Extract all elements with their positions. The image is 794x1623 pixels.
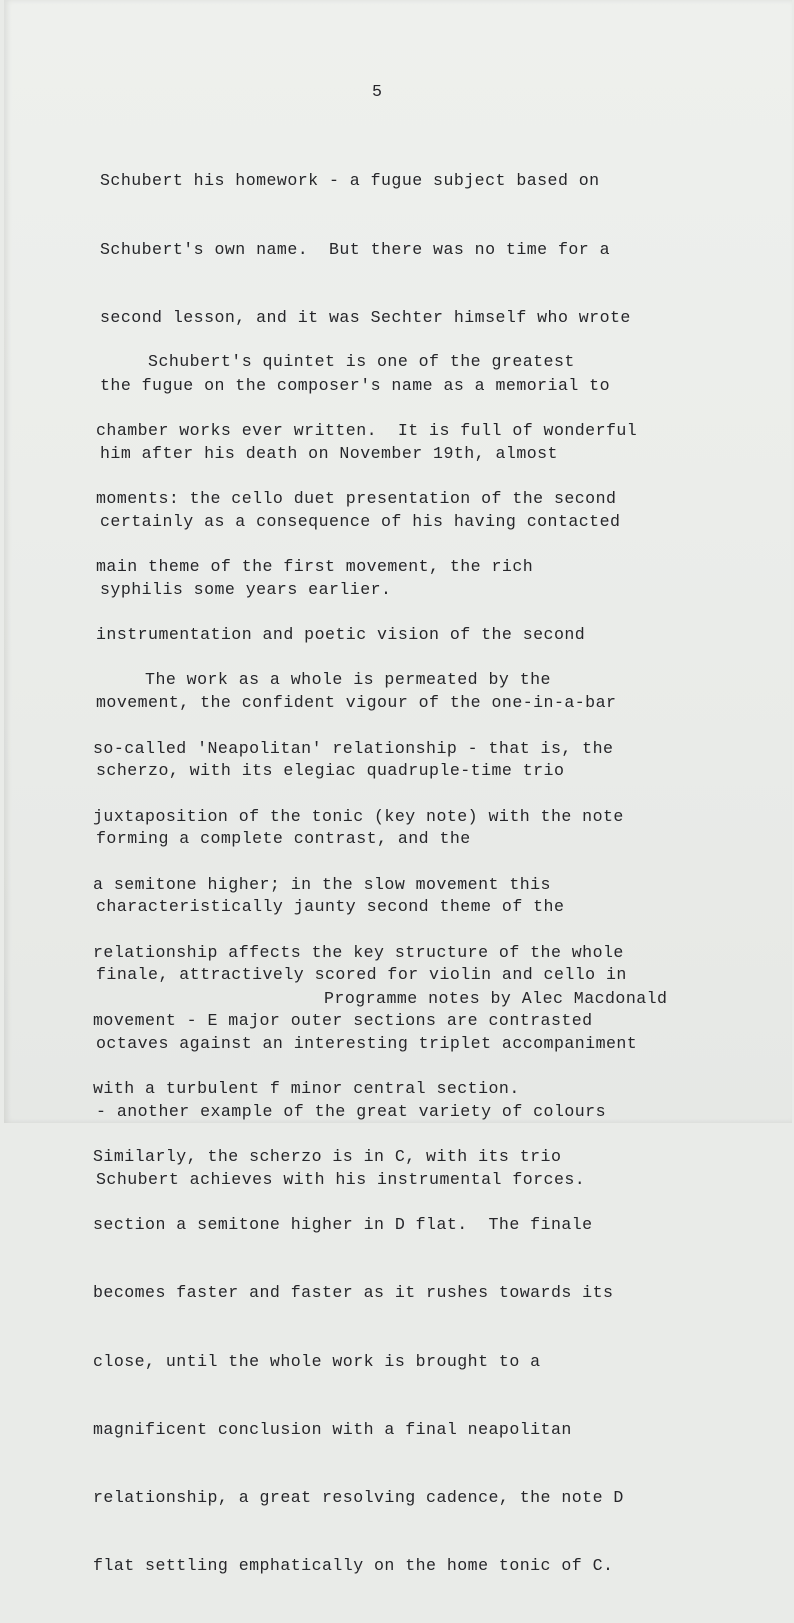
- page-number: 5: [372, 82, 383, 101]
- paragraph: [93, 624, 624, 1623]
- text-line: The work as a whole is permeated by the: [93, 670, 551, 690]
- text-line: movement - E major outer sections are contrasted: [93, 1010, 593, 1030]
- text-line: octaves against an interesting triplet accompaniment: [96, 1033, 638, 1053]
- text-line: relationship affects the key structure of the whole: [93, 942, 624, 962]
- text-line: Schubert his homework - a fugue subject based on: [100, 171, 600, 191]
- text-line: Similarly, the scherzo is in C, with its trio: [93, 1147, 562, 1167]
- text-line: certainly as a consequence of his having contacted: [100, 511, 621, 531]
- text-line: scherzo, with its elegiac quadruple-time trio: [96, 761, 565, 781]
- text-line: Schubert's quintet is one of the greatest: [96, 352, 575, 372]
- text-line: Schubert achieves with his instrumental forces.: [96, 1169, 586, 1189]
- text-line: juxtaposition of the tonic (key note) with the note: [93, 806, 624, 826]
- text-line: forming a complete contrast, and the: [96, 829, 471, 849]
- text-line: so-called 'Neapolitan' relationship - that is, the: [93, 738, 614, 758]
- author-credit: Programme notes by Alec Macdonald: [324, 989, 668, 1008]
- text-line: relationship, a great resolving cadence, the note D: [93, 1487, 624, 1507]
- text-line: - another example of the great variety of colours: [96, 1101, 606, 1121]
- text-line: flat settling emphatically on the home tonic of C.: [93, 1555, 614, 1575]
- text-line: a semitone higher; in the slow movement this: [93, 874, 551, 894]
- text-line: movement, the confident vigour of the one-in-a-bar: [96, 692, 617, 712]
- text-line: him after his death on November 19th, almost: [100, 443, 558, 463]
- text-line: magnificent conclusion with a final neapolitan: [93, 1419, 572, 1439]
- text-line: with a turbulent f minor central section.: [93, 1079, 520, 1099]
- text-line: syphilis some years earlier.: [100, 580, 392, 600]
- text-line: becomes faster and faster as it rushes towards its: [93, 1283, 614, 1303]
- text-line: instrumentation and poetic vision of the second: [96, 624, 586, 644]
- text-line: Schubert's own name. But there was no time for a: [100, 239, 610, 259]
- text-line: characteristically jaunty second theme of the: [96, 897, 565, 917]
- text-line: close, until the whole work is brought to a: [93, 1351, 541, 1371]
- text-line: section a semitone higher in D flat. The finale: [93, 1215, 593, 1235]
- text-line: chamber works ever written. It is full of wonderful: [96, 420, 638, 440]
- text-line: moments: the cello duet presentation of the second: [96, 488, 617, 508]
- text-line: main theme of the first movement, the rich: [96, 556, 534, 576]
- text-line: the fugue on the composer's name as a memorial to: [100, 375, 610, 395]
- text-line: second lesson, and it was Sechter himself who wrote: [100, 307, 631, 327]
- text-line: finale, attractively scored for violin and cello in: [96, 965, 627, 985]
- document-page: [4, 0, 792, 1575]
